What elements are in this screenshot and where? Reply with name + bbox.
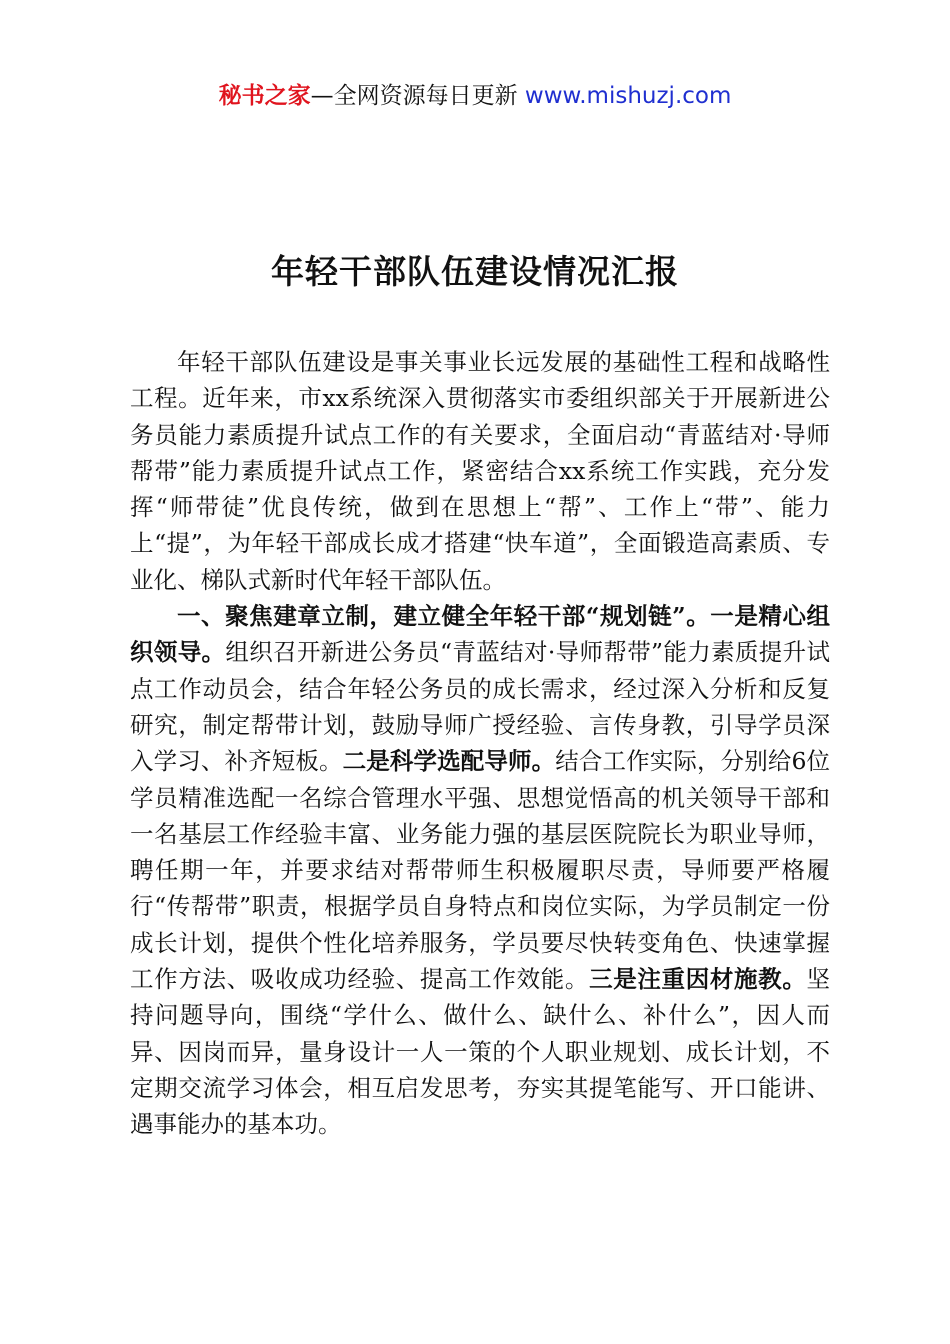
site-tagline: —全网资源每日更新 [310, 83, 525, 109]
section-1-paragraph [130, 598, 830, 1142]
point-1-label: 一是精心组织领导。 [130, 602, 830, 667]
site-brand: 秘书之家 [218, 83, 311, 109]
document-body [130, 344, 830, 1143]
point-2-text: 结合工作实际，分别给6位学员精准选配一名综合管理水平强、思想觉悟高的机关领导干部和一名基层工作经验丰富、业务能力强的基层医院院长为职业导师，聘任期一年，并要求结对帮带师生积极履职尽责，导师要严格履行“传帮带”职责，根据学员自身特点和岗位实际，为学员制定一份成长计划，提供个性化培养服务，学员要尽快转变角色、快速掌握工作方法、吸收成功经验、提高工作效能。 [130, 747, 831, 994]
point-3-text: 坚持问题导向，围绕“学什么、做什么、缺什么、补什么”，因人而异、因岗而异，量身设计一人一策的个人职业规划、成长计划，不定期交流学习体会，相互启发思考，夯实其提笔能写、开口能讲、遇事能办的基本功。 [130, 965, 831, 1139]
point-1-text: 组织召开新进公务员“青蓝结对·导师帮带”能力素质提升试点工作动员会，结合年轻公务员的成长需求，经过深入分析和反复研究，制定帮带计划，鼓励导师广授经验、言传身教，引导学员深入学习、补齐短板。 [130, 638, 831, 776]
point-2-label: 二是科学选配导师。 [342, 747, 556, 776]
section-1-heading: 一、聚焦建章立制，建立健全年轻干部“规划链”。 [177, 602, 711, 631]
point-3-label: 三是注重因材施教。 [589, 965, 807, 994]
site-url[interactable]: www.mishuzj.com [524, 83, 732, 109]
intro-paragraph: 年轻干部队伍建设是事关事业长远发展的基础性工程和战略性工程。近年来，市xx系统深入贯彻落实市委组织部关于开展新进公务员能力素质提升试点工作的有关要求，全面启动“青蓝结对·导师帮带”能力素质提升试点工作，紧密结合xx系统工作实践，充分发挥“师带徒”优良传统，做到在思想上“帮”、工作上“带”、能力上“提”，为年轻干部成长成才搭建“快车道”，全面锻造高素质、专业化、梯队式新时代年轻干部队伍。 [130, 348, 830, 594]
site-header [0, 80, 950, 112]
document-title: 年轻干部队伍建设情况汇报 [271, 252, 679, 291]
